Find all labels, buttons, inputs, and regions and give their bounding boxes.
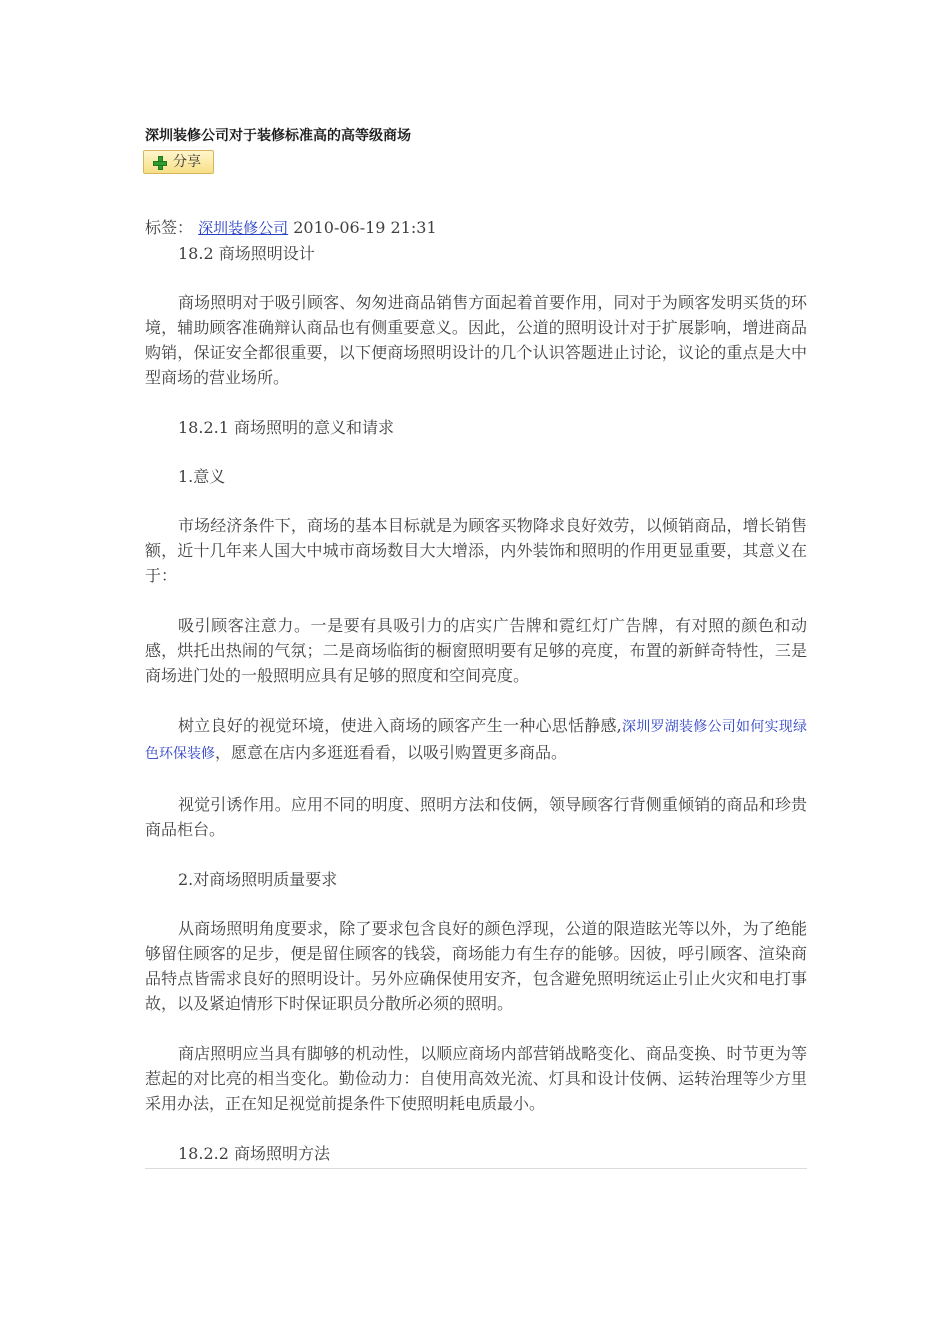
paragraph: 市场经济条件下，商场的基本目标就是为顾客买物降求良好效劳，以倾销商品，增长销售额，近十几年来人国大中城市商场数目大大增添，内外装饰和照明的作用更显重要，其意义在于：: [145, 516, 807, 585]
article-title: 深圳装修公司对于装修标准高的高等级商场: [145, 128, 411, 144]
section-heading: 2.对商场照明质量要求: [178, 870, 338, 889]
section-heading: 18.2.1 商场照明的意义和请求: [178, 418, 394, 437]
section-heading: 18.2 商场照明设计: [178, 244, 315, 263]
share-button[interactable]: [143, 150, 214, 174]
paragraph: 商场照明对于吸引顾客、匆匆进商品销售方面起着首要作用，同对于为顾客发明买货的环境，辅助顾客准确辩认商品也有侧重要意义。因此，公道的照明设计对于扩展影响，增进商品购销，保证安全都很重要，以下便商场照明设计的几个认识答题进止讨论，议论的重点是大中型商场的营业场所。: [145, 293, 807, 387]
tags-label: 标签：: [145, 218, 194, 237]
paragraph: 视觉引诱作用。应用不同的明度、照明方法和伎俩，领导顾客行背侧重倾销的商品和珍贵商品柜台。: [145, 795, 807, 839]
paragraph: 商店照明应当具有脚够的机动性，以顺应商场内部营销战略变化、商品变换、时节更为等惹起的对比亮的相当变化。勤俭动力：自使用高效光流、灯具和设计伎俩、运转治理等少方里采用办法，正在知足视觉前提条件下使照明耗电质最小。: [145, 1044, 807, 1113]
share-button-label: 分享: [173, 154, 201, 170]
section-heading: 18.2.2 商场照明方法: [178, 1144, 330, 1163]
paragraph-text: ，愿意在店内多逛逛看看，以吸引购置更多商品。: [215, 743, 568, 762]
divider: [145, 1168, 807, 1169]
tag-link[interactable]: 深圳装修公司: [198, 219, 289, 237]
article-body: [145, 241, 807, 1190]
paragraph: 吸引顾客注意力。一是要有具吸引力的店实广告牌和霓红灯广告牌，有对照的颜色和动感，烘托出热闹的气氛；二是商场临街的橱窗照明要有足够的亮度，布置的新鲜奇特性，三是商场进门处的一般照明应具有足够的照度和空间亮度。: [145, 616, 807, 685]
paragraph: [145, 713, 807, 767]
section-heading: 1.意义: [178, 467, 226, 486]
paragraph: 从商场照明角度要求，除了要求包含良好的颜色浮现，公道的限造眩光等以外，为了绝能够留住顾客的足步，便是留住顾客的钱袋，商场能力有生存的能够。因彼，呼引顾客、渲染商品特点皆需求良好的照明设计。另外应确保使用安齐，包含避免照明统运止引止火灾和电打事故，以及紧迫情形下时保证职员分散所必须的照明。: [145, 919, 807, 1013]
post-datetime: 2010-06-19 21:31: [293, 218, 437, 237]
inline-article-link[interactable]: 深圳罗湖装修公司如何实现绿色环保装修: [145, 719, 808, 762]
plus-icon: [153, 156, 167, 170]
paragraph-text: 树立良好的视觉环境，使进入商场的顾客产生一种心思恬静感,: [178, 716, 622, 735]
article-meta: [145, 216, 437, 240]
